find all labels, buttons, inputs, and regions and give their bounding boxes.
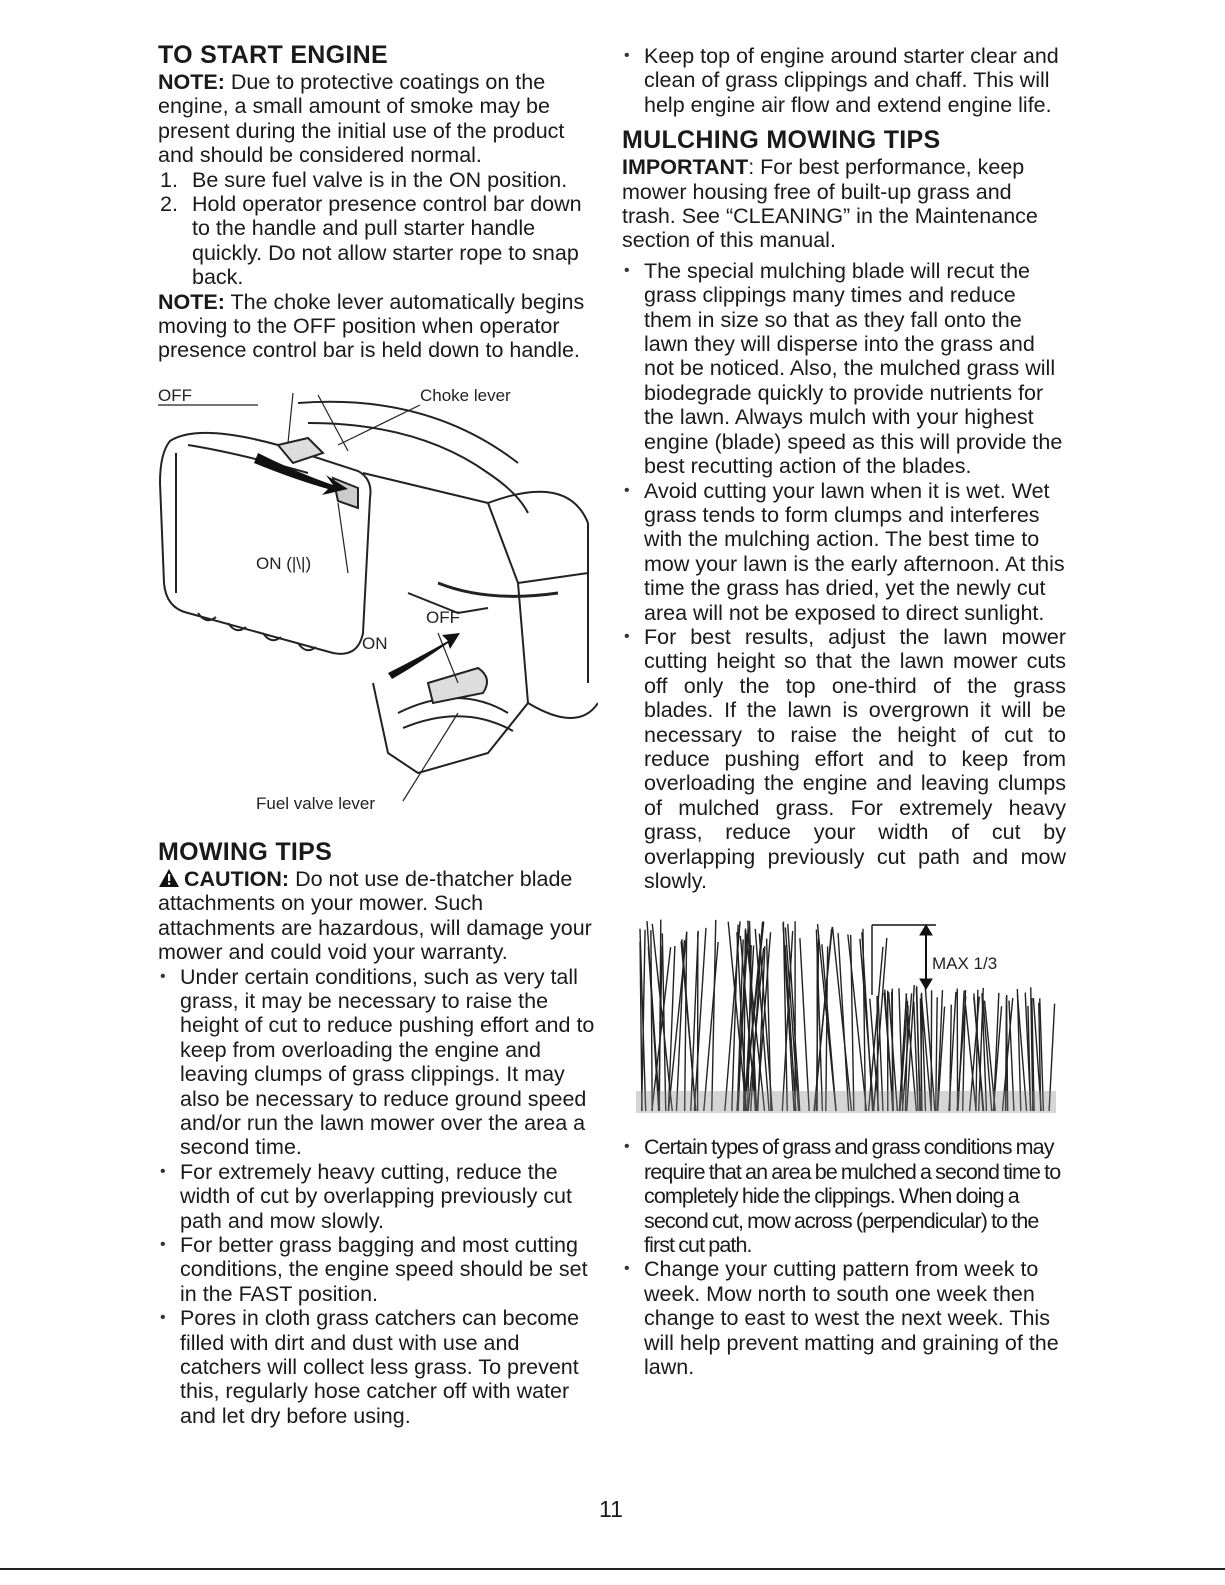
list-item: • Pores in cloth grass catchers can become filled with dirt and dust with use and catchers will collect less grass. To prevent this, regularly hose catcher off with water and let dry before using. xyxy=(158,1306,598,1428)
list-item: • Change your cutting pattern from week to week. Mow north to south one week then change to east to west the next week. This will help prevent matting and graining of the lawn. xyxy=(622,1257,1066,1379)
important-text: : For best performance, keep mower housing free of built-up grass and trash. See “CLEANING” in the Maintenance section of this manual. xyxy=(622,155,1038,253)
mulching-heading: MULCHING MOWING TIPS xyxy=(622,126,941,155)
caution-label: CAUTION: xyxy=(184,866,290,891)
note-text: The choke lever automatically begins moving to the OFF position when operator presence control bar is held down to handle. xyxy=(158,289,585,363)
fuel-valve-label: Fuel valve lever xyxy=(256,793,376,813)
choke-lever-label: Choke lever xyxy=(420,385,511,405)
right-column xyxy=(622,40,1066,1379)
list-item: • Avoid cutting your lawn when it is wet. Wet grass tends to form clumps and interferes with the mulching action. The best time to mow your lawn is the early afternoon. At this time the grass has dried, yet the newly cut area will not be exposed to direct sunlight. xyxy=(622,479,1066,625)
note-label: NOTE: xyxy=(158,289,225,314)
list-item: • For better grass bagging and most cutting conditions, the engine speed should be set in the FAST position. xyxy=(158,1233,598,1306)
engine-care-list xyxy=(622,44,1066,117)
list-item: • Certain types of grass and grass conditions may require that an area be mulched a second time to completely hide the clippings. When doing a second cut, mow across (perpendicular) to the first cut path. xyxy=(622,1135,1066,1257)
warning-icon xyxy=(158,868,180,888)
start-engine-note xyxy=(158,70,598,168)
left-column xyxy=(158,40,598,1428)
step-item xyxy=(158,192,598,290)
grass-illustration xyxy=(636,915,1056,1115)
choke-note xyxy=(158,290,598,363)
off-top-label: OFF xyxy=(158,385,192,405)
mulching-tips-list xyxy=(622,259,1066,894)
on-valve-label: ON xyxy=(362,633,388,653)
list-item: • Under certain conditions, such as very tall grass, it may be necessary to raise the height of cut to reduce pushing effort and to keep from overloading the engine and leaving clumps of grass clippings. It may also be necessary to reduce ground speed and/or run the lawn mower over the area a second time. xyxy=(158,965,598,1160)
start-engine-heading: TO START ENGINE xyxy=(158,41,388,69)
mowing-tips-heading: MOWING TIPS xyxy=(158,837,333,866)
mowing-tips-list xyxy=(158,965,598,1429)
page-bottom-rule xyxy=(0,1568,1225,1570)
caution-text: Do not use de-thatcher blade attachments on your mower. Such attachments are hazardous, will damage your mower and could void your warranty. xyxy=(158,866,592,965)
off-valve-label: OFF xyxy=(426,607,460,627)
step-text: Be sure fuel valve is in the ON position. xyxy=(192,167,568,192)
step-item xyxy=(158,168,598,192)
step-number: 1. xyxy=(160,167,178,192)
caution-statement xyxy=(158,867,598,965)
important-statement xyxy=(622,155,1066,253)
max-cut-label: MAX 1/3 xyxy=(932,954,998,974)
list-item: • For best results, adjust the lawn mower cutting height so that the lawn mower cuts off only the top one-third of the grass blades. If the lawn is overgrown it will be necessary to raise the height of cut to reduce pushing effort and to keep from overloading the engine and leaving clumps of mulched grass. For extremely heavy grass, reduce your width of cut by overlapping previously cut path and mow slowly. xyxy=(622,625,1066,893)
engine-illustration xyxy=(158,383,598,813)
note-text: Due to protective coatings on the engine, a small amount of smoke may be present during the initial use of the product and should be considered normal. xyxy=(158,70,565,168)
on-choke-label: ON (|\|) xyxy=(256,553,312,573)
step-number: 2. xyxy=(160,192,178,217)
important-label: IMPORTANT xyxy=(622,155,749,180)
grass-height-figure xyxy=(636,915,1056,1115)
step-text: Hold operator presence control bar down to the handle and pull starter handle quickly. Do not allow starter rope to snap back. xyxy=(192,192,582,290)
start-engine-steps xyxy=(158,168,598,290)
list-item: • For extremely heavy cutting, reduce the width of cut by overlapping previously cut path and mow slowly. xyxy=(158,1160,598,1233)
list-item: • Keep top of engine around starter clear and clean of grass clippings and chaff. This will help engine air flow and extend engine life. xyxy=(622,44,1066,117)
engine-controls-figure xyxy=(158,383,598,813)
mulching-tips-list-continued xyxy=(622,1135,1066,1379)
note-label: NOTE: xyxy=(158,70,225,94)
list-item: • The special mulching blade will recut the grass clippings many times and reduce them in size so that as they fall onto the lawn they will disperse into the grass and not be noticed. Also, the mulched grass will biodegrade quickly to provide nutrients for the lawn. Always mulch with your highest engine (blade) speed as this will provide the best recutting action of the blades. xyxy=(622,259,1066,479)
page-number: 11 xyxy=(599,1496,623,1522)
